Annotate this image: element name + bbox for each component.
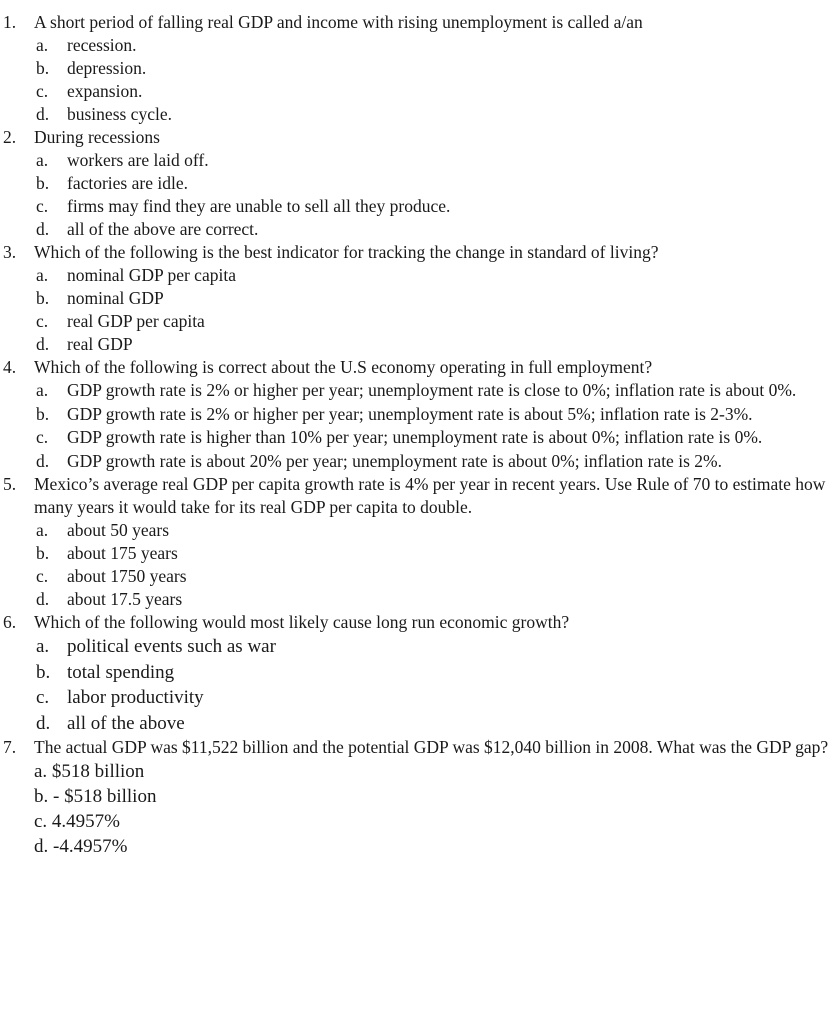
choice-c xyxy=(0,310,836,333)
choice-b xyxy=(0,660,836,686)
choice-letter: d. xyxy=(36,589,50,609)
choice-a xyxy=(0,634,836,660)
choice-a xyxy=(0,149,836,172)
choice-d: d. -4.4957% xyxy=(34,836,128,857)
choice-text: all of the above are correct. xyxy=(67,219,259,239)
choice-letter: c. xyxy=(36,311,49,331)
question-text: Which of the following is the best indicator for tracking the change in standard of living? xyxy=(34,242,659,262)
choice-text: GDP growth rate is 2% or higher per year; unemployment rate is about 5%; inflation rate is 2-3%. xyxy=(67,403,753,424)
question-1 xyxy=(0,11,836,126)
question-text: The actual GDP was $11,522 billion and the potential GDP was $12,040 billion in 2008. What was the GDP gap? xyxy=(34,737,829,757)
choice-letter: d. xyxy=(36,450,50,471)
choice-letter: c. xyxy=(36,566,49,586)
choice-letter: a. xyxy=(36,380,49,400)
choice-text: depression. xyxy=(67,58,147,78)
question-text: A short period of falling real GDP and income with rising unemployment is called a/an xyxy=(34,12,643,32)
choice-letter: b. xyxy=(36,58,50,78)
choice-a xyxy=(0,264,836,287)
choice-text: GDP growth rate is higher than 10% per year; unemployment rate is about 0%; inflation rate is 0%. xyxy=(67,427,763,447)
choice-text: expansion. xyxy=(67,81,143,101)
choice-text: business cycle. xyxy=(67,104,172,124)
choice-c xyxy=(0,195,836,218)
choice-letter: a. xyxy=(36,636,50,657)
choice-text: about 50 years xyxy=(67,520,170,540)
question-number: 1. xyxy=(3,12,17,32)
choice-text: workers are laid off. xyxy=(67,150,209,170)
choice-text: about 1750 years xyxy=(67,566,187,586)
choice-letter: c. xyxy=(36,427,49,447)
choice-letter: d. xyxy=(36,712,51,734)
choice-text: about 175 years xyxy=(67,543,178,563)
question-7 xyxy=(0,736,836,859)
choice-d xyxy=(0,218,836,241)
choice-c xyxy=(0,685,836,711)
choice-c xyxy=(0,426,836,450)
choice-a: a. $518 billion xyxy=(34,761,145,782)
question-number: 2. xyxy=(3,127,17,147)
question-text: Which of the following would most likely cause long run economic growth? xyxy=(34,612,570,632)
choice-d xyxy=(0,588,836,611)
question-number: 5. xyxy=(3,474,17,494)
choice-letter: b. xyxy=(36,173,50,193)
choice-b xyxy=(0,172,836,195)
choice-b xyxy=(0,57,836,80)
choice-text: firms may find they are unable to sell all they produce. xyxy=(67,196,451,216)
question-5 xyxy=(0,473,836,611)
choice-c xyxy=(0,80,836,103)
choice-letter: b. xyxy=(36,543,50,563)
choice-a xyxy=(0,34,836,57)
question-text: Mexico’s average real GDP per capita growth rate is 4% per year in recent years. Use Rule of 70 to estimate how many years it would take for its real GDP per capita to double. xyxy=(34,474,826,517)
choice-d xyxy=(0,333,836,356)
choice-text: nominal GDP xyxy=(67,288,164,308)
choice-d xyxy=(0,711,836,737)
choice-text: political events such as war xyxy=(67,636,276,657)
choice-letter: a. xyxy=(36,520,49,540)
choice-letter: c. xyxy=(36,81,49,101)
choice-text: all of the above xyxy=(67,712,185,734)
choice-text: GDP growth rate is about 20% per year; unemployment rate is about 0%; inflation rate is 2%. xyxy=(67,450,722,471)
question-text: Which of the following is correct about the U.S economy operating in full employment? xyxy=(34,357,653,377)
choice-text: about 17.5 years xyxy=(67,589,183,609)
question-4 xyxy=(0,356,836,473)
question-number: 3. xyxy=(3,242,17,262)
question-2 xyxy=(0,126,836,241)
choice-letter: c. xyxy=(36,196,49,216)
choice-text: nominal GDP per capita xyxy=(67,265,236,285)
choice-text: total spending xyxy=(67,661,175,683)
choice-b xyxy=(0,287,836,310)
choice-letter: d. xyxy=(36,104,50,124)
question-text: During recessions xyxy=(34,127,160,147)
choice-text: factories are idle. xyxy=(67,173,188,193)
question-3 xyxy=(0,241,836,356)
question-number: 6. xyxy=(3,612,17,632)
question-6 xyxy=(0,611,836,736)
choice-b xyxy=(0,542,836,565)
choice-b xyxy=(0,403,836,427)
choice-a xyxy=(0,519,836,542)
choice-c xyxy=(0,565,836,588)
choice-text: GDP growth rate is 2% or higher per year; unemployment rate is close to 0%; inflation rate is about 0%. xyxy=(67,380,797,400)
choice-letter: d. xyxy=(36,219,50,239)
choice-letter: b. xyxy=(36,403,50,424)
question-number: 4. xyxy=(3,357,17,377)
choice-letter: d. xyxy=(36,334,50,354)
choice-letter: a. xyxy=(36,265,49,285)
choice-b: b. - $518 billion xyxy=(34,786,157,807)
choice-d xyxy=(0,103,836,126)
choice-text: real GDP per capita xyxy=(67,311,205,331)
quiz-document xyxy=(0,11,836,859)
choice-text: real GDP xyxy=(67,334,133,354)
choice-c: c. 4.4957% xyxy=(34,811,121,832)
choice-letter: a. xyxy=(36,35,49,55)
choice-d xyxy=(0,450,836,474)
choice-text: recession. xyxy=(67,35,137,55)
choice-text: labor productivity xyxy=(67,687,204,708)
choice-letter: b. xyxy=(36,661,51,683)
choice-letter: a. xyxy=(36,150,49,170)
question-number: 7. xyxy=(3,737,17,757)
choice-letter: b. xyxy=(36,288,50,308)
choice-a xyxy=(0,379,836,403)
choice-letter: c. xyxy=(36,687,50,708)
